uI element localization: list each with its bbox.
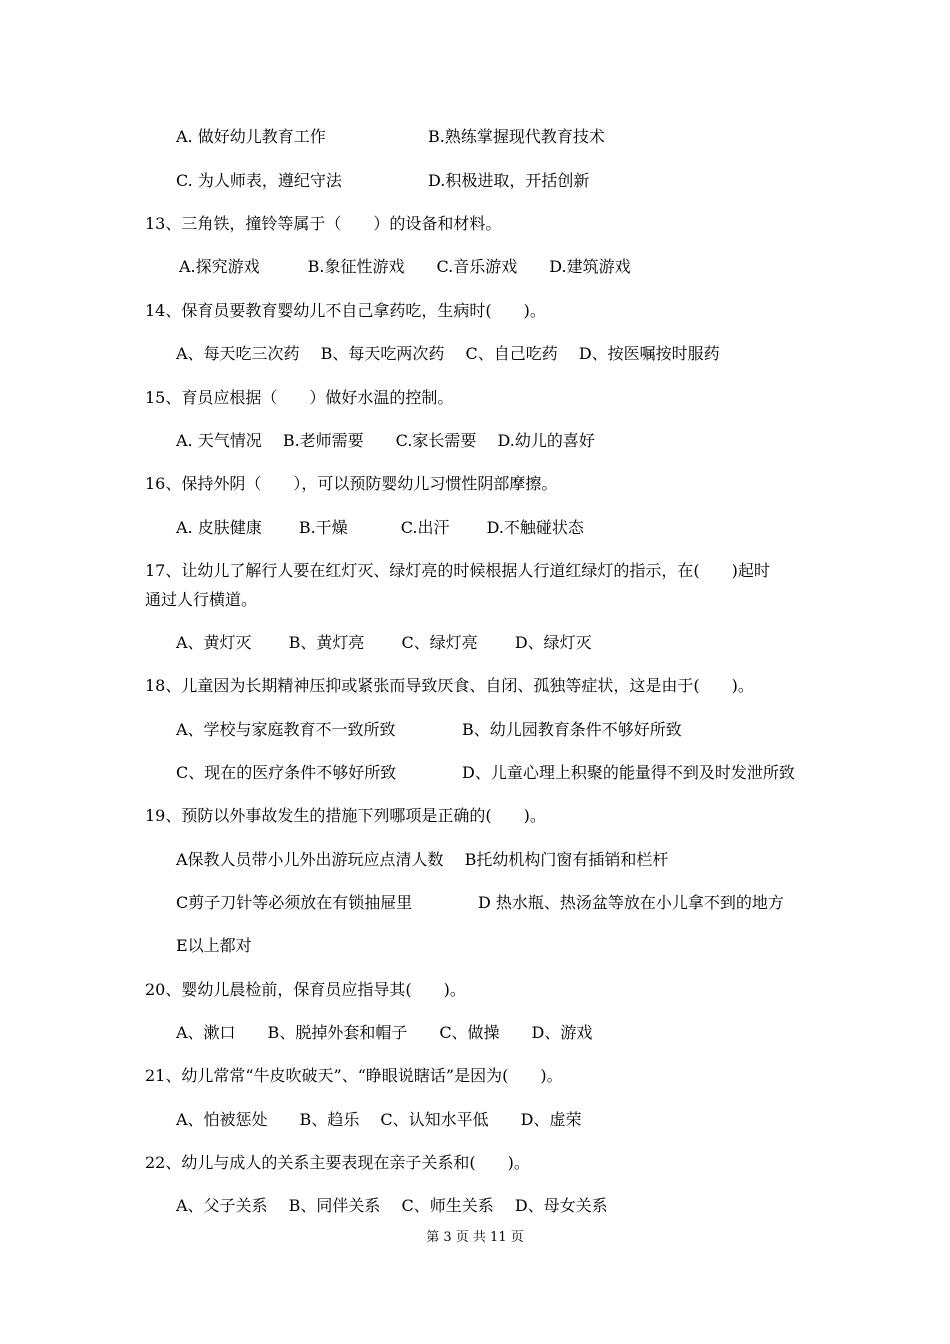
page-footer: 第 3 页 共 11 页 bbox=[426, 1230, 524, 1245]
question-19-option-e: E以上都对 bbox=[176, 936, 252, 955]
question-15-options: A. 天气情况 B.老师需要 C.家长需要 D.幼儿的喜好 bbox=[176, 431, 595, 450]
option-a-line: A. 做好幼儿教育工作 bbox=[176, 127, 326, 146]
question-22-options: A、父子关系 B、同伴关系 C、师生关系 D、母女关系 bbox=[176, 1196, 608, 1215]
question-17: 17、让幼儿了解行人要在红灯灭、绿灯亮的时候根据人行道红绿灯的指示，在( )起时 bbox=[145, 561, 770, 580]
question-17-options: A、黄灯灭 B、黄灯亮 C、绿灯亮 D、绿灯灭 bbox=[176, 633, 592, 652]
question-13: 13、三角铁，撞铃等属于（ ）的设备和材料。 bbox=[145, 214, 502, 233]
question-14-options: A、每天吃三次药 B、每天吃两次药 C、自己吃药 D、按医嘱按时服药 bbox=[176, 344, 720, 363]
question-20-options: A、漱口 B、脱掉外套和帽子 C、做操 D、游戏 bbox=[176, 1023, 593, 1042]
question-21: 21、幼儿常常“牛皮吹破天”、“睁眼说瞎话”是因为( )。 bbox=[145, 1066, 563, 1085]
question-18-option-a: A、学校与家庭教育不一致所致 bbox=[176, 720, 396, 739]
option-c-line: C. 为人师表，遵纪守法 bbox=[176, 171, 342, 190]
question-18: 18、儿童因为长期精神压抑或紧张而导致厌食、自闭、孤独等症状，这是由于( )。 bbox=[145, 676, 754, 695]
question-18-option-d: D、儿童心理上积聚的能量得不到及时发泄所致 bbox=[462, 763, 795, 782]
option-b-line: B.熟练掌握现代教育技术 bbox=[428, 127, 605, 146]
question-19-options-ab: A保教人员带小儿外出游玩应点清人数 B托幼机构门窗有插销和栏杆 bbox=[176, 850, 669, 869]
question-19-option-c: C剪子刀针等必须放在有锁抽屉里 bbox=[176, 893, 413, 912]
question-18-option-c: C、现在的医疗条件不够好所致 bbox=[176, 763, 397, 782]
question-13-options: A.探究游戏 B.象征性游戏 C.音乐游戏 D.建筑游戏 bbox=[179, 257, 631, 276]
question-19-option-d: D 热水瓶、热汤盆等放在小儿拿不到的地方 bbox=[478, 893, 784, 912]
question-16: 16、保持外阴（ ），可以预防婴幼儿习惯性阴部摩擦。 bbox=[145, 474, 558, 493]
question-20: 20、婴幼儿晨检前，保育员应指导其( )。 bbox=[145, 980, 466, 999]
question-19: 19、预防以外事故发生的措施下列哪项是正确的( )。 bbox=[145, 806, 546, 825]
question-15: 15、育员应根据（ ）做好水温的控制。 bbox=[145, 388, 454, 407]
question-17-continued: 通过人行横道。 bbox=[145, 590, 258, 609]
question-16-options: A. 皮肤健康 B.干燥 C.出汗 D.不触碰状态 bbox=[176, 518, 584, 537]
question-18-option-b: B、幼儿园教育条件不够好所致 bbox=[462, 720, 682, 739]
question-21-options: A、怕被惩处 B、趋乐 C、认知水平低 D、虚荣 bbox=[176, 1110, 582, 1129]
option-d-line: D.积极进取，开括创新 bbox=[428, 171, 590, 190]
question-22: 22、幼儿与成人的关系主要表现在亲子关系和( )。 bbox=[145, 1153, 530, 1172]
question-14: 14、保育员要教育婴幼儿不自己拿药吃，生病时( )。 bbox=[145, 301, 546, 320]
